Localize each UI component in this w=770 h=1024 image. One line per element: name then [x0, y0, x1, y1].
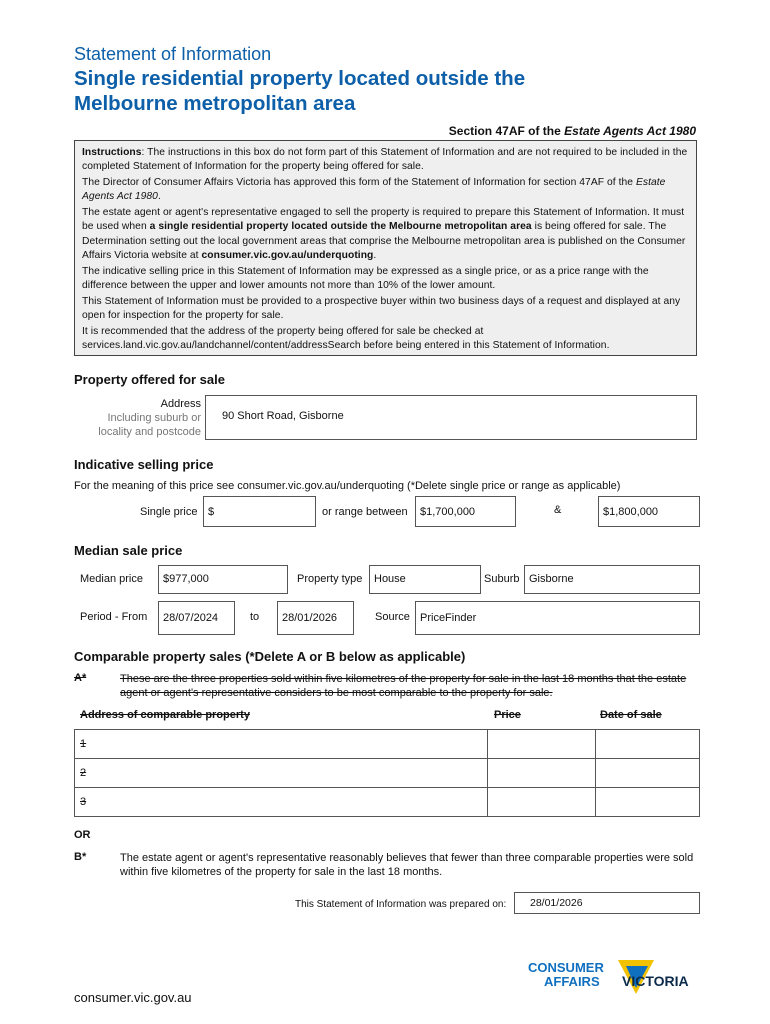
table-row	[75, 759, 700, 788]
property-heading: Property offered for sale	[74, 372, 225, 387]
prepared-on-field[interactable]: 28/01/2026	[514, 892, 700, 914]
property-type-field[interactable]: House	[369, 565, 481, 594]
address-hint-2: locality and postcode	[98, 426, 201, 438]
range-high-field[interactable]: $1,800,000	[598, 496, 700, 527]
table-row	[75, 730, 700, 759]
instructions-p3-b: is being offered for sale. The Determination setting out the local government areas that comprise the Melbourne metropolitan area is published on the Consumer Affairs Victoria website at	[82, 221, 686, 262]
instructions-p1-text: : The instructions in this box do not form part of this Statement of Information and are not required to be included in the completed Statement of Information for the property being offered for sale.	[82, 147, 688, 173]
single-price-label: Single price	[140, 506, 198, 518]
property-type-label: Property type	[297, 573, 363, 585]
instructions-box	[74, 140, 697, 356]
comparable-price-cell-1[interactable]	[488, 730, 596, 759]
title-line-2: Melbourne metropolitan area	[74, 92, 356, 115]
median-price-field[interactable]: $977,000	[158, 565, 288, 594]
or-separator: OR	[74, 829, 91, 841]
median-heading: Median sale price	[74, 543, 183, 558]
instructions-p3-a: The estate agent or agent's representative engaged to sell the property is required to prepare this Statement of Information. It must be used when	[82, 207, 685, 233]
comparable-date-cell-2[interactable]	[596, 759, 700, 788]
period-to-field[interactable]: 28/01/2026	[277, 601, 354, 635]
indicative-note: For the meaning of this price see consumer.vic.gov.au/underquoting (*Delete single price or range as applicable)	[74, 480, 621, 492]
instructions-p2-a: The Director of Consumer Affairs Victoria has approved this form of the Statement of Information for section 47AF of the	[82, 177, 636, 189]
suburb-field[interactable]: Gisborne	[524, 565, 700, 594]
suburb-label: Suburb	[484, 573, 520, 585]
comparable-address-cell-1[interactable]: 1	[75, 730, 488, 759]
instructions-p6: It is recommended that the address of the property being offered for sale be checked at services.land.vic.gov.au/landchannel/content/addressSearch before being entered in this Statement of Information.	[82, 326, 610, 352]
source-label: Source	[375, 611, 410, 623]
instructions-label: Instructions	[82, 147, 142, 158]
section-reference	[449, 124, 696, 138]
indicative-heading: Indicative selling price	[74, 457, 214, 472]
page-title	[74, 66, 674, 116]
logo-line-3: VICTORIA	[622, 973, 689, 989]
title-line-1: Single residential property located outside the	[74, 67, 526, 90]
instructions-p4: The indicative selling price in this Statement of Information may be expressed as a single price, or as a price range with the difference between the upper and lower amounts not more than 10% of the lower amount.	[82, 265, 649, 292]
comparable-price-cell-3[interactable]	[488, 788, 596, 817]
instructions-p5: This Statement of Information must be provided to a prospective buyer within two business days of a request and displayed at any open for inspection for the property for sale.	[82, 295, 681, 322]
period-to-label: to	[250, 611, 260, 623]
comparable-price-cell-2[interactable]	[488, 759, 596, 788]
option-b-text: The estate agent or agent's representative reasonably believes that fewer than three comparable properties were sold within five kilometres of the property for sale in the last 18 months.	[120, 852, 694, 878]
instructions-p2-b: .	[157, 191, 161, 203]
prepared-on-label: This Statement of Information was prepared on:	[295, 899, 507, 910]
instructions-p2	[82, 176, 689, 205]
footer-url[interactable]: consumer.vic.gov.au	[74, 990, 192, 1005]
instructions-p2-act: Estate Agents Act 1980	[82, 177, 666, 203]
range-ampersand: &	[554, 504, 562, 516]
instructions-p1	[82, 146, 689, 175]
period-from-label: Period - From	[80, 611, 148, 623]
instructions-p3-bold: a single residential property located outside the Melbourne metropolitan area	[149, 221, 532, 233]
median-price-label: Median price	[80, 573, 143, 585]
comparable-date-cell-3[interactable]	[596, 788, 700, 817]
consumer-affairs-victoria-logo	[528, 958, 703, 1006]
source-field[interactable]: PriceFinder	[415, 601, 700, 635]
logo-line-1: CONSUMER	[528, 960, 604, 975]
logo-line-2: AFFAIRS	[544, 974, 600, 989]
option-a-text: These are the three properties sold within five kilometres of the property for sale in the last 18 months that the estate agent or agent's representative considers to be most comparable to the property for sale.	[120, 673, 687, 699]
instructions-p3-url[interactable]: consumer.vic.gov.au/underquoting	[201, 250, 374, 262]
col-price-header: Price	[494, 709, 521, 721]
period-from-field[interactable]: 28/07/2024	[158, 601, 235, 635]
comparable-heading: Comparable property sales (*Delete A or B below as applicable)	[74, 649, 466, 664]
comparable-address-cell-2[interactable]: 2	[75, 759, 488, 788]
range-label: or range between	[322, 506, 408, 518]
comparable-table	[74, 729, 700, 817]
form-kicker: Statement of Information	[74, 44, 272, 64]
col-date-header: Date of sale	[600, 709, 662, 721]
option-b-marker: B*	[74, 851, 87, 863]
instructions-p3	[82, 206, 689, 263]
option-a-marker: A*	[74, 672, 87, 684]
section-prefix: Section 47AF of the	[448, 124, 565, 138]
address-label-block	[74, 397, 201, 439]
col-address-header: Address of comparable property	[80, 709, 250, 721]
single-price-field[interactable]: $	[203, 496, 316, 527]
comparable-address-cell-3[interactable]: 3	[75, 788, 488, 817]
address-label: Address	[160, 398, 201, 410]
address-field[interactable]: 90 Short Road, Gisborne	[205, 395, 697, 440]
comparable-date-cell-1[interactable]	[596, 730, 700, 759]
address-hint-1: Including suburb or	[107, 412, 201, 424]
range-low-field[interactable]: $1,700,000	[415, 496, 516, 527]
instructions-p3-c: .	[373, 250, 377, 262]
table-row	[75, 788, 700, 817]
section-act: Estate Agents Act 1980	[564, 124, 696, 138]
